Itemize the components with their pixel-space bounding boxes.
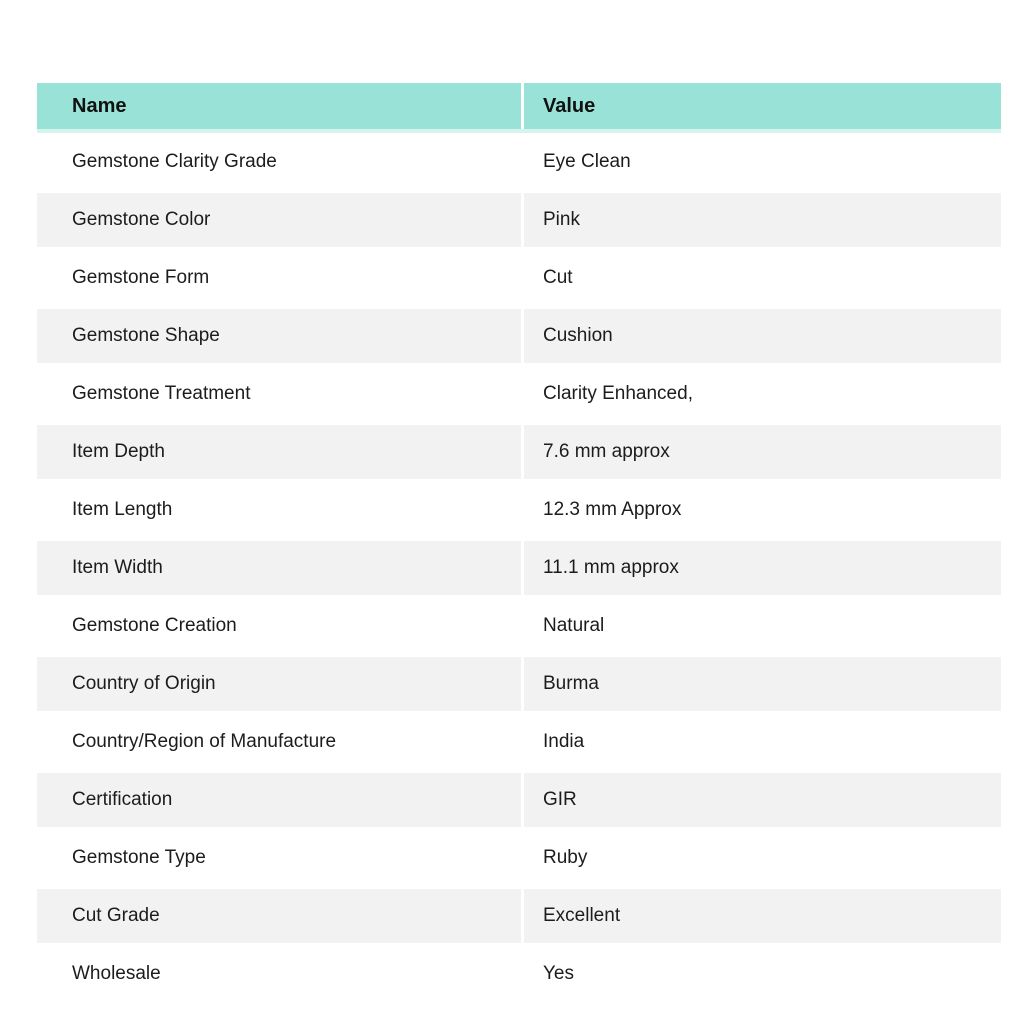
table-row xyxy=(37,945,1001,1003)
spec-value-cell: GIR xyxy=(543,789,577,810)
table-row xyxy=(37,713,1001,771)
spec-value-cell: Excellent xyxy=(543,905,621,926)
spec-value-cell: Cushion xyxy=(543,325,613,346)
table-row xyxy=(37,771,1001,829)
spec-value-cell: India xyxy=(543,731,585,752)
spec-name-cell: Item Depth xyxy=(37,425,524,479)
spec-value-cell: Clarity Enhanced, xyxy=(543,383,693,404)
table-row xyxy=(37,829,1001,887)
table-row xyxy=(37,133,1001,191)
spec-value-cell: Pink xyxy=(543,209,580,230)
table-row xyxy=(37,423,1001,481)
spec-name-cell: Gemstone Clarity Grade xyxy=(37,133,524,191)
table-row xyxy=(37,539,1001,597)
spec-name-cell: Country of Origin xyxy=(37,657,524,711)
item-specifics-table xyxy=(37,83,1001,1003)
column-header-value: Value xyxy=(543,94,596,117)
table-row xyxy=(37,597,1001,655)
spec-name-cell: Cut Grade xyxy=(37,889,524,943)
table-row xyxy=(37,481,1001,539)
spec-name-cell: Gemstone Type xyxy=(37,829,524,887)
spec-name-cell: Gemstone Creation xyxy=(37,597,524,655)
spec-name-cell: Gemstone Shape xyxy=(37,309,524,363)
table-body xyxy=(37,133,1001,1003)
column-header-name: Name xyxy=(37,83,524,129)
table-row xyxy=(37,307,1001,365)
spec-value-cell: Eye Clean xyxy=(543,151,631,172)
spec-name-cell: Gemstone Treatment xyxy=(37,365,524,423)
spec-name-cell: Item Width xyxy=(37,541,524,595)
spec-value-cell: Ruby xyxy=(543,847,588,868)
table-row xyxy=(37,655,1001,713)
table-row xyxy=(37,249,1001,307)
spec-name-cell: Gemstone Color xyxy=(37,193,524,247)
spec-value-cell: 11.1 mm approx xyxy=(543,557,679,578)
spec-name-cell: Gemstone Form xyxy=(37,249,524,307)
table-row xyxy=(37,887,1001,945)
table-row xyxy=(37,191,1001,249)
spec-name-cell: Certification xyxy=(37,773,524,827)
table-row xyxy=(37,365,1001,423)
spec-value-cell: Burma xyxy=(543,673,599,694)
spec-value-cell: Yes xyxy=(543,963,574,984)
spec-value-cell: Cut xyxy=(543,267,573,288)
spec-name-cell: Wholesale xyxy=(37,945,524,1003)
spec-value-cell: 12.3 mm Approx xyxy=(543,499,682,520)
table-header-row xyxy=(37,83,1001,133)
spec-value-cell: Natural xyxy=(543,615,605,636)
spec-name-cell: Item Length xyxy=(37,481,524,539)
spec-value-cell: 7.6 mm approx xyxy=(543,441,670,462)
spec-name-cell: Country/Region of Manufacture xyxy=(37,713,524,771)
